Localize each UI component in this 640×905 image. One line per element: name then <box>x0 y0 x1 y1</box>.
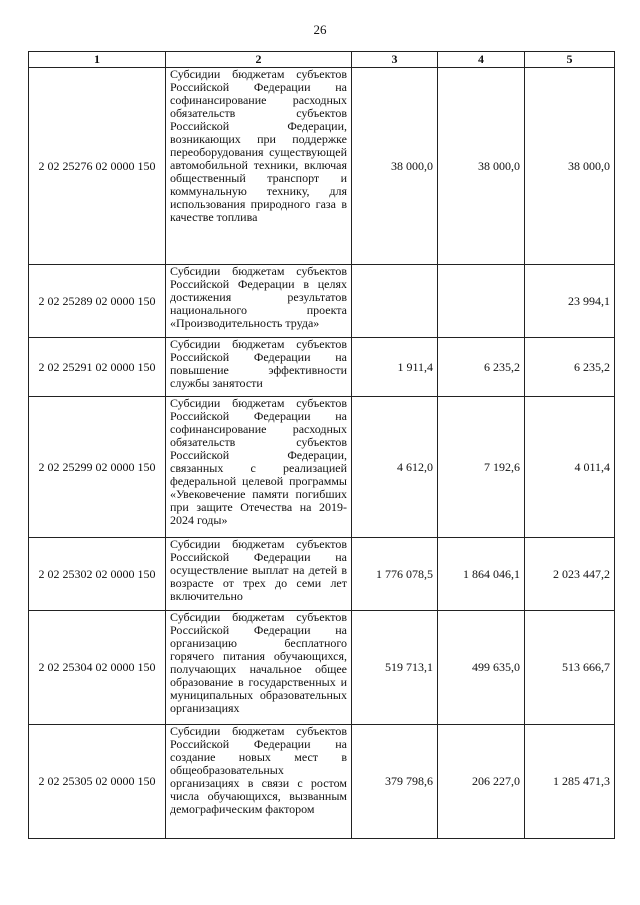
budget-code: 2 02 25289 02 0000 150 <box>29 265 166 338</box>
amount-col4: 38 000,0 <box>438 68 525 265</box>
amount-col5: 4 011,4 <box>525 397 615 538</box>
budget-code: 2 02 25304 02 0000 150 <box>29 611 166 725</box>
amount-col5: 513 666,7 <box>525 611 615 725</box>
budget-code: 2 02 25299 02 0000 150 <box>29 397 166 538</box>
amount-col5: 38 000,0 <box>525 68 615 265</box>
subsidy-description: Субсидии бюджетам субъектов Российской Федерации на организацию бесплатного горячего питания обучающихся, получающих начальное общее образование в государственных и муниципальных образовательных организациях <box>166 611 352 725</box>
table-row <box>29 68 615 265</box>
amount-col3 <box>352 265 438 338</box>
amount-col4: 206 227,0 <box>438 725 525 839</box>
budget-code: 2 02 25291 02 0000 150 <box>29 338 166 397</box>
amount-col5: 2 023 447,2 <box>525 538 615 611</box>
amount-col3: 38 000,0 <box>352 68 438 265</box>
budget-code: 2 02 25276 02 0000 150 <box>29 68 166 265</box>
amount-col3: 4 612,0 <box>352 397 438 538</box>
subsidy-description: Субсидии бюджетам субъектов Российской Федерации в целях достижения результатов национального проекта «Производительность труда» <box>166 265 352 338</box>
subsidy-description: Субсидии бюджетам субъектов Российской Федерации на создание новых мест в общеобразовательных организациях в связи с ростом числа обучающихся, вызванным демографическим фактором <box>166 725 352 839</box>
subsidy-description: Субсидии бюджетам субъектов Российской Федерации на софинансирование расходных обязательств субъектов Российской Федерации, связанных с реализацией федеральной целевой программы «Увековечение памяти погибших при защите Отечества на 2019-2024 годы» <box>166 397 352 538</box>
amount-col4: 499 635,0 <box>438 611 525 725</box>
amount-col4: 6 235,2 <box>438 338 525 397</box>
amount-col4 <box>438 265 525 338</box>
column-header-2: 2 <box>166 52 352 68</box>
amount-col5: 1 285 471,3 <box>525 725 615 839</box>
amount-col5: 23 994,1 <box>525 265 615 338</box>
table-row <box>29 611 615 725</box>
column-header-3: 3 <box>352 52 438 68</box>
amount-col4: 7 192,6 <box>438 397 525 538</box>
amount-col3: 1 911,4 <box>352 338 438 397</box>
budget-code: 2 02 25302 02 0000 150 <box>29 538 166 611</box>
subsidy-description: Субсидии бюджетам субъектов Российской Федерации на повышение эффективности службы занятости <box>166 338 352 397</box>
amount-col5: 6 235,2 <box>525 338 615 397</box>
column-header-1: 1 <box>29 52 166 68</box>
amount-col4: 1 864 046,1 <box>438 538 525 611</box>
amount-col3: 1 776 078,5 <box>352 538 438 611</box>
table-header-row <box>29 52 615 68</box>
table-row <box>29 538 615 611</box>
subsidy-description: Субсидии бюджетам субъектов Российской Федерации на софинансирование расходных обязательств субъектов Российской Федерации, возникающих при поддержке переоборудования существующей автомобильной техники, включая общественный транспорт и коммунальную технику, для использования природного газа в качестве топлива <box>166 68 352 265</box>
column-header-5: 5 <box>525 52 615 68</box>
page-number: 26 <box>313 22 327 37</box>
budget-code: 2 02 25305 02 0000 150 <box>29 725 166 839</box>
table-row <box>29 265 615 338</box>
table-row <box>29 338 615 397</box>
amount-col3: 379 798,6 <box>352 725 438 839</box>
subsidies-table <box>28 51 615 839</box>
column-header-4: 4 <box>438 52 525 68</box>
table-row <box>29 397 615 538</box>
amount-col3: 519 713,1 <box>352 611 438 725</box>
table-row <box>29 725 615 839</box>
subsidy-description: Субсидии бюджетам субъектов Российской Федерации на осуществление выплат на детей в возрасте от трех до семи лет включительно <box>166 538 352 611</box>
